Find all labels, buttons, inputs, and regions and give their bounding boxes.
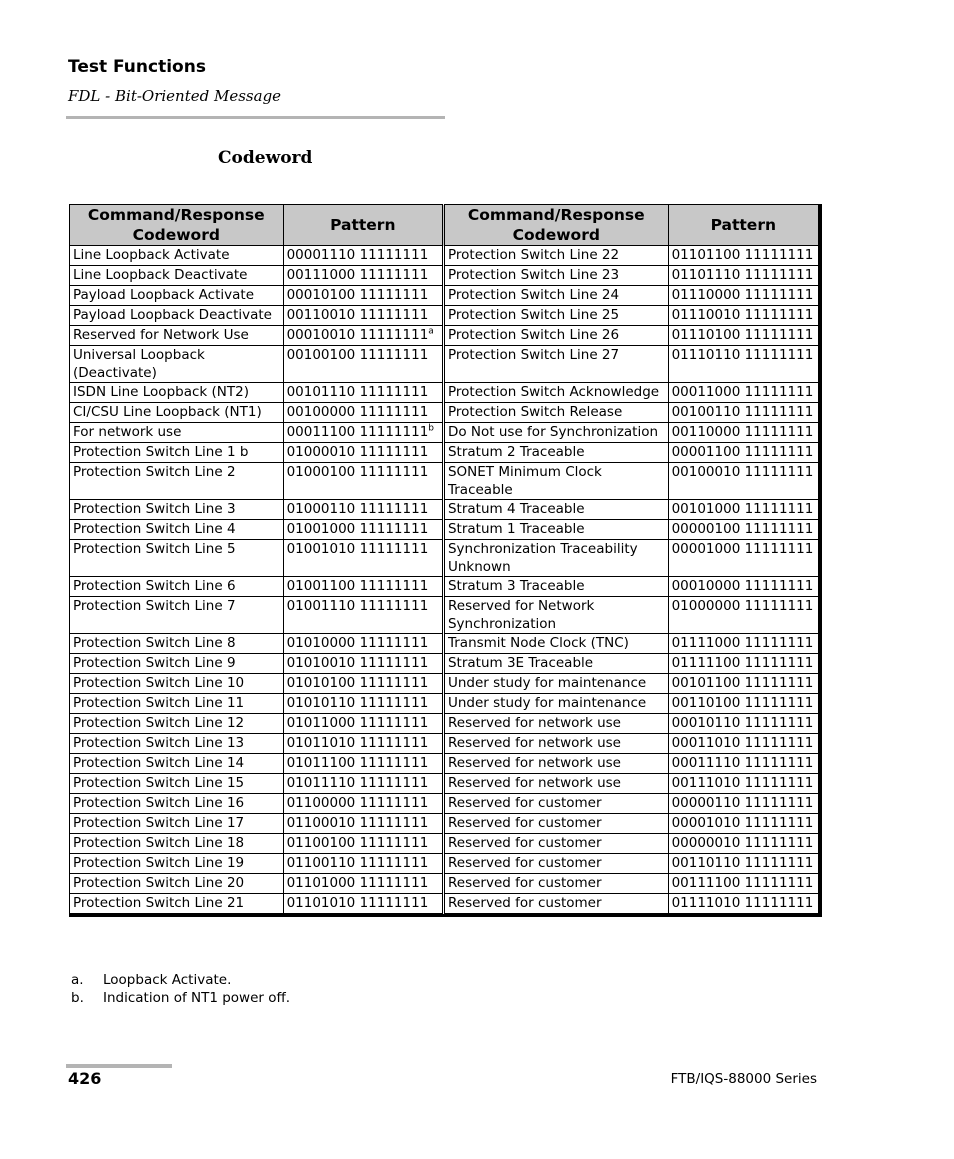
- pattern-cell: [668, 754, 818, 774]
- pattern-cell: [283, 346, 443, 383]
- pattern-cell-text: 00000100 11111111: [671, 521, 814, 537]
- command-cell: [70, 540, 284, 577]
- command-cell-text: Reserved for customer: [447, 895, 602, 911]
- pattern-cell-text: 01100110 11111111: [286, 855, 429, 871]
- table-row: [70, 266, 819, 286]
- footnote-label: a.: [71, 972, 84, 988]
- command-cell-text: Protection Switch Line 11: [73, 695, 245, 711]
- command-cell-text: Reserved for customer: [447, 835, 602, 851]
- pattern-cell-text: 00001110 11111111: [286, 247, 429, 263]
- table-row: [70, 383, 819, 403]
- pattern-cell: [668, 854, 818, 874]
- pattern-cell-text: 01101000 11111111: [286, 875, 429, 891]
- pattern-cell-text: 00110010 11111111: [286, 307, 429, 323]
- pattern-cell-text: 00111100 11111111: [671, 875, 814, 891]
- command-cell: [70, 674, 284, 694]
- command-cell: [443, 520, 668, 540]
- pattern-cell-text: 00001100 11111111: [671, 444, 814, 460]
- table-row: [70, 500, 819, 520]
- header-rule: [66, 116, 445, 119]
- pattern-cell-text: 00110000 11111111: [671, 424, 814, 440]
- command-cell-text: Protection Switch Line 14: [73, 755, 245, 771]
- pattern-cell: [668, 874, 818, 894]
- command-cell-text: Protection Switch Line 19: [73, 855, 245, 871]
- pattern-cell-text: 00100100 11111111: [286, 347, 429, 363]
- command-cell: [70, 306, 284, 326]
- command-cell: [443, 500, 668, 520]
- command-cell-text: Protection Switch Line 20: [73, 875, 245, 891]
- command-cell-text: Reserved for network use: [447, 755, 621, 771]
- command-cell-text: Protection Switch Line 1 b: [73, 444, 249, 460]
- command-cell-text: Synchronization Traceability Unknown: [447, 541, 638, 575]
- command-cell-text: Protection Switch Line 2: [73, 464, 236, 480]
- pattern-cell-text: 01111000 11111111: [671, 635, 814, 651]
- pattern-cell: [283, 734, 443, 754]
- table-row: [70, 306, 819, 326]
- pattern-cell-text: 00111000 11111111: [286, 267, 429, 283]
- pattern-cell: [283, 754, 443, 774]
- pattern-cell-text: 01110110 11111111: [671, 347, 814, 363]
- table-row: [70, 854, 819, 874]
- command-cell: [443, 306, 668, 326]
- pattern-cell: [668, 346, 818, 383]
- command-cell: [70, 754, 284, 774]
- command-cell-text: Payload Loopback Deactivate: [73, 307, 272, 323]
- pattern-cell: [283, 714, 443, 734]
- codeword-table-container: [69, 204, 822, 917]
- pattern-cell-text: 00011010 11111111: [671, 735, 814, 751]
- command-cell-text: Protection Switch Line 13: [73, 735, 245, 751]
- pattern-cell-text: 01010110 11111111: [286, 695, 429, 711]
- footnote-b: [71, 989, 290, 1007]
- command-cell-text: Transmit Node Clock (TNC): [447, 635, 629, 651]
- command-cell: [443, 443, 668, 463]
- pattern-cell: [668, 714, 818, 734]
- command-cell: [443, 674, 668, 694]
- table-heading: Codeword: [218, 148, 313, 168]
- command-cell-text: Reserved for network use: [447, 735, 621, 751]
- pattern-cell: [668, 266, 818, 286]
- command-cell-text: Protection Switch Line 27: [447, 347, 620, 363]
- pattern-cell: [668, 774, 818, 794]
- table-header-row: [70, 205, 819, 246]
- table-row: [70, 674, 819, 694]
- command-cell: [70, 403, 284, 423]
- command-cell: [70, 383, 284, 403]
- table-row: [70, 577, 819, 597]
- section-subtitle: FDL - Bit-Oriented Message: [68, 87, 282, 105]
- command-cell-text: Line Loopback Deactivate: [73, 267, 248, 283]
- pattern-cell: [668, 834, 818, 854]
- pattern-cell: [668, 674, 818, 694]
- command-cell: [443, 540, 668, 577]
- command-cell: [443, 734, 668, 754]
- command-cell: [70, 500, 284, 520]
- footnote-text: Loopback Activate.: [103, 972, 232, 988]
- command-cell: [443, 714, 668, 734]
- page-number: 426: [68, 1069, 102, 1088]
- command-cell-text: Reserved for Network Use: [73, 327, 249, 343]
- table-row: [70, 423, 819, 443]
- pattern-cell-text: 00010110 11111111: [671, 715, 814, 731]
- pattern-cell: [283, 774, 443, 794]
- pattern-cell-text: 00010010 11111111: [286, 327, 429, 343]
- pattern-cell: [668, 597, 818, 634]
- command-cell: [443, 463, 668, 500]
- command-cell-text: Protection Switch Line 16: [73, 795, 245, 811]
- pattern-cell-text: 00110110 11111111: [671, 855, 814, 871]
- pattern-cell-text: 01011110 11111111: [286, 775, 429, 791]
- table-row: [70, 403, 819, 423]
- pattern-cell-text: 01100000 11111111: [286, 795, 429, 811]
- pattern-cell-text: 00100110 11111111: [671, 404, 814, 420]
- command-cell-text: Protection Switch Line 26: [447, 327, 620, 343]
- pattern-cell: [283, 403, 443, 423]
- pattern-cell-text: 01011100 11111111: [286, 755, 429, 771]
- command-cell: [443, 814, 668, 834]
- footnote-a: [71, 971, 290, 989]
- table-row: [70, 894, 819, 914]
- command-cell: [443, 754, 668, 774]
- command-cell-text: Protection Switch Line 4: [73, 521, 236, 537]
- footnote-label: b.: [71, 990, 84, 1006]
- pattern-cell-text: 00101000 11111111: [671, 501, 814, 517]
- command-cell-text: Protection Switch Line 15: [73, 775, 245, 791]
- command-cell: [443, 246, 668, 266]
- command-cell: [443, 266, 668, 286]
- pattern-cell: [668, 654, 818, 674]
- pattern-cell-text: 00100000 11111111: [286, 404, 429, 420]
- codeword-table: [69, 204, 819, 914]
- pattern-cell: [668, 286, 818, 306]
- table-row: [70, 326, 819, 346]
- command-cell: [70, 774, 284, 794]
- command-cell: [70, 854, 284, 874]
- pattern-cell-text: 01001010 11111111: [286, 541, 429, 557]
- command-cell-text: Reserved for customer: [447, 875, 602, 891]
- command-cell: [70, 694, 284, 714]
- pattern-cell: [283, 597, 443, 634]
- pattern-cell-text: 00100010 11111111: [671, 464, 814, 480]
- command-cell: [70, 286, 284, 306]
- pattern-cell-text: 01000100 11111111: [286, 464, 429, 480]
- pattern-cell: [668, 577, 818, 597]
- pattern-cell-text: 00000010 11111111: [671, 835, 814, 851]
- command-cell-text: Payload Loopback Activate: [73, 287, 255, 303]
- pattern-cell-text: 00010100 11111111: [286, 287, 429, 303]
- command-cell: [443, 423, 668, 443]
- pattern-cell: [283, 286, 443, 306]
- column-header-command-2: Command/Response Codeword: [443, 205, 668, 246]
- pattern-cell: [668, 894, 818, 914]
- table-row: [70, 597, 819, 634]
- table-row: [70, 834, 819, 854]
- table-row: [70, 654, 819, 674]
- pattern-cell-text: 00011110 11111111: [671, 755, 814, 771]
- command-cell-text: Protection Switch Line 21: [73, 895, 245, 911]
- table-row: [70, 520, 819, 540]
- command-cell-text: Reserved for network use: [447, 775, 621, 791]
- table-row: [70, 874, 819, 894]
- pattern-cell: [283, 246, 443, 266]
- command-cell: [70, 814, 284, 834]
- pattern-cell-text: 00010000 11111111: [671, 578, 814, 594]
- pattern-cell: [283, 814, 443, 834]
- command-cell-text: For network use: [73, 424, 182, 440]
- command-cell: [443, 654, 668, 674]
- pattern-cell: [668, 500, 818, 520]
- pattern-cell: [283, 463, 443, 500]
- command-cell-text: CI/CSU Line Loopback (NT1): [73, 404, 262, 420]
- command-cell: [70, 346, 284, 383]
- command-cell: [70, 443, 284, 463]
- table-row: [70, 694, 819, 714]
- table-row: [70, 463, 819, 500]
- command-cell: [443, 634, 668, 654]
- command-cell-text: Protection Switch Line 7: [73, 598, 236, 614]
- command-cell-text: Protection Switch Line 23: [447, 267, 620, 283]
- table-row: [70, 714, 819, 734]
- command-cell-text: Line Loopback Activate: [73, 247, 230, 263]
- command-cell-text: Protection Switch Line 6: [73, 578, 236, 594]
- pattern-cell: [668, 520, 818, 540]
- command-cell: [443, 834, 668, 854]
- pattern-cell: [283, 540, 443, 577]
- pattern-cell-text: 01110010 11111111: [671, 307, 814, 323]
- command-cell-text: Reserved for customer: [447, 815, 602, 831]
- pattern-cell: [283, 794, 443, 814]
- pattern-cell-text: 00110100 11111111: [671, 695, 814, 711]
- command-cell: [70, 894, 284, 914]
- command-cell-text: Stratum 2 Traceable: [447, 444, 585, 460]
- pattern-cell: [283, 326, 443, 346]
- command-cell: [70, 463, 284, 500]
- pattern-cell-text: 01010000 11111111: [286, 635, 429, 651]
- table-body: [70, 246, 819, 914]
- command-cell: [70, 597, 284, 634]
- pattern-cell: [668, 794, 818, 814]
- pattern-cell: [283, 854, 443, 874]
- pattern-cell: [283, 383, 443, 403]
- command-cell-text: Protection Switch Line 3: [73, 501, 236, 517]
- table-row: [70, 814, 819, 834]
- command-cell: [443, 854, 668, 874]
- pattern-cell: [668, 634, 818, 654]
- pattern-cell-text: 01001110 11111111: [286, 598, 429, 614]
- command-cell: [70, 246, 284, 266]
- pattern-cell: [283, 694, 443, 714]
- column-header-command-1: Command/Response Codeword: [70, 205, 284, 246]
- table-row: [70, 540, 819, 577]
- footnote-marker: b: [428, 423, 434, 434]
- command-cell: [70, 714, 284, 734]
- pattern-cell-text: 01011000 11111111: [286, 715, 429, 731]
- table-row: [70, 634, 819, 654]
- pattern-cell-text: 01101100 11111111: [671, 247, 814, 263]
- command-cell-text: Reserved for network use: [447, 715, 621, 731]
- pattern-cell-text: 01010010 11111111: [286, 655, 429, 671]
- command-cell-text: Protection Switch Line 18: [73, 835, 245, 851]
- table-row: [70, 754, 819, 774]
- table-row: [70, 794, 819, 814]
- pattern-cell: [668, 306, 818, 326]
- pattern-cell: [283, 423, 443, 443]
- pattern-cell: [668, 694, 818, 714]
- pattern-cell-text: 00101110 11111111: [286, 384, 429, 400]
- command-cell-text: Protection Switch Line 12: [73, 715, 245, 731]
- command-cell-text: Stratum 1 Traceable: [447, 521, 585, 537]
- pattern-cell: [283, 266, 443, 286]
- table-row: [70, 346, 819, 383]
- pattern-cell: [283, 306, 443, 326]
- pattern-cell: [668, 463, 818, 500]
- pattern-cell-text: 01000000 11111111: [671, 598, 814, 614]
- pattern-cell: [283, 634, 443, 654]
- command-cell: [70, 654, 284, 674]
- pattern-cell: [283, 577, 443, 597]
- table-row: [70, 443, 819, 463]
- command-cell-text: Do Not use for Synchronization: [447, 424, 659, 440]
- pattern-cell: [668, 443, 818, 463]
- command-cell: [70, 423, 284, 443]
- table-row: [70, 774, 819, 794]
- command-cell-text: SONET Minimum Clock Traceable: [447, 464, 602, 498]
- pattern-cell: [668, 814, 818, 834]
- command-cell: [70, 577, 284, 597]
- pattern-cell-text: 01111010 11111111: [671, 895, 814, 911]
- pattern-cell: [668, 423, 818, 443]
- pattern-cell: [668, 540, 818, 577]
- command-cell: [70, 834, 284, 854]
- footnote-text: Indication of NT1 power off.: [103, 990, 291, 1006]
- command-cell-text: Universal Loopback (Deactivate): [73, 347, 205, 381]
- command-cell-text: Protection Switch Line 17: [73, 815, 245, 831]
- command-cell-text: ISDN Line Loopback (NT2): [73, 384, 249, 400]
- command-cell-text: Reserved for Network Synchronization: [447, 598, 595, 632]
- command-cell: [443, 597, 668, 634]
- pattern-cell: [668, 246, 818, 266]
- command-cell-text: Protection Switch Line 22: [447, 247, 620, 263]
- command-cell: [443, 774, 668, 794]
- command-cell: [70, 326, 284, 346]
- command-cell-text: Protection Switch Line 9: [73, 655, 236, 671]
- pattern-cell: [283, 874, 443, 894]
- footnotes: [71, 971, 290, 1007]
- pattern-cell: [283, 654, 443, 674]
- pattern-cell-text: 01010100 11111111: [286, 675, 429, 691]
- pattern-cell-text: 01000110 11111111: [286, 501, 429, 517]
- pattern-cell-text: 01101110 11111111: [671, 267, 814, 283]
- command-cell: [443, 874, 668, 894]
- pattern-cell-text: 01111100 11111111: [671, 655, 814, 671]
- command-cell-text: Stratum 3E Traceable: [447, 655, 594, 671]
- pattern-cell-text: 01100010 11111111: [286, 815, 429, 831]
- command-cell: [443, 894, 668, 914]
- table-row: [70, 734, 819, 754]
- command-cell: [70, 520, 284, 540]
- pattern-cell-text: 01110100 11111111: [671, 327, 814, 343]
- command-cell: [70, 266, 284, 286]
- pattern-cell: [283, 500, 443, 520]
- pattern-cell: [668, 383, 818, 403]
- command-cell-text: Protection Switch Acknowledge: [447, 384, 660, 400]
- footnote-marker: a: [428, 326, 434, 337]
- command-cell-text: Reserved for customer: [447, 795, 602, 811]
- command-cell: [443, 694, 668, 714]
- command-cell-text: Reserved for customer: [447, 855, 602, 871]
- command-cell-text: Protection Switch Line 5: [73, 541, 236, 557]
- command-cell-text: Protection Switch Line 24: [447, 287, 620, 303]
- command-cell: [70, 634, 284, 654]
- command-cell: [443, 577, 668, 597]
- pattern-cell-text: 00111010 11111111: [671, 775, 814, 791]
- pattern-cell-text: 01000010 11111111: [286, 444, 429, 460]
- command-cell-text: Stratum 3 Traceable: [447, 578, 585, 594]
- column-header-pattern-2: Pattern: [668, 205, 818, 246]
- command-cell-text: Protection Switch Line 10: [73, 675, 245, 691]
- command-cell: [443, 326, 668, 346]
- command-cell: [70, 874, 284, 894]
- table-row: [70, 286, 819, 306]
- pattern-cell: [283, 894, 443, 914]
- pattern-cell-text: 00001010 11111111: [671, 815, 814, 831]
- pattern-cell: [668, 734, 818, 754]
- command-cell-text: Under study for maintenance: [447, 695, 647, 711]
- pattern-cell: [668, 326, 818, 346]
- pattern-cell-text: 01001000 11111111: [286, 521, 429, 537]
- product-name: FTB/IQS-88000 Series: [670, 1071, 817, 1087]
- command-cell: [443, 403, 668, 423]
- command-cell: [443, 286, 668, 306]
- command-cell: [443, 794, 668, 814]
- pattern-cell-text: 01101010 11111111: [286, 895, 429, 911]
- command-cell-text: Under study for maintenance: [447, 675, 647, 691]
- command-cell: [443, 346, 668, 383]
- pattern-cell-text: 00011100 11111111: [286, 424, 429, 440]
- pattern-cell-text: 00000110 11111111: [671, 795, 814, 811]
- pattern-cell: [283, 674, 443, 694]
- pattern-cell: [283, 520, 443, 540]
- pattern-cell-text: 01011010 11111111: [286, 735, 429, 751]
- command-cell: [443, 383, 668, 403]
- pattern-cell: [283, 443, 443, 463]
- table-row: [70, 246, 819, 266]
- pattern-cell: [668, 403, 818, 423]
- command-cell: [70, 734, 284, 754]
- pattern-cell-text: 01110000 11111111: [671, 287, 814, 303]
- command-cell-text: Protection Switch Line 8: [73, 635, 236, 651]
- pattern-cell: [283, 834, 443, 854]
- pattern-cell-text: 01100100 11111111: [286, 835, 429, 851]
- column-header-pattern-1: Pattern: [283, 205, 443, 246]
- section-title: Test Functions: [68, 57, 206, 77]
- pattern-cell-text: 00101100 11111111: [671, 675, 814, 691]
- footer-rule: [66, 1064, 172, 1068]
- command-cell: [70, 794, 284, 814]
- pattern-cell-text: 01001100 11111111: [286, 578, 429, 594]
- command-cell-text: Protection Switch Line 25: [447, 307, 620, 323]
- pattern-cell-text: 00001000 11111111: [671, 541, 814, 557]
- command-cell-text: Protection Switch Release: [447, 404, 623, 420]
- command-cell-text: Stratum 4 Traceable: [447, 501, 585, 517]
- pattern-cell-text: 00011000 11111111: [671, 384, 814, 400]
